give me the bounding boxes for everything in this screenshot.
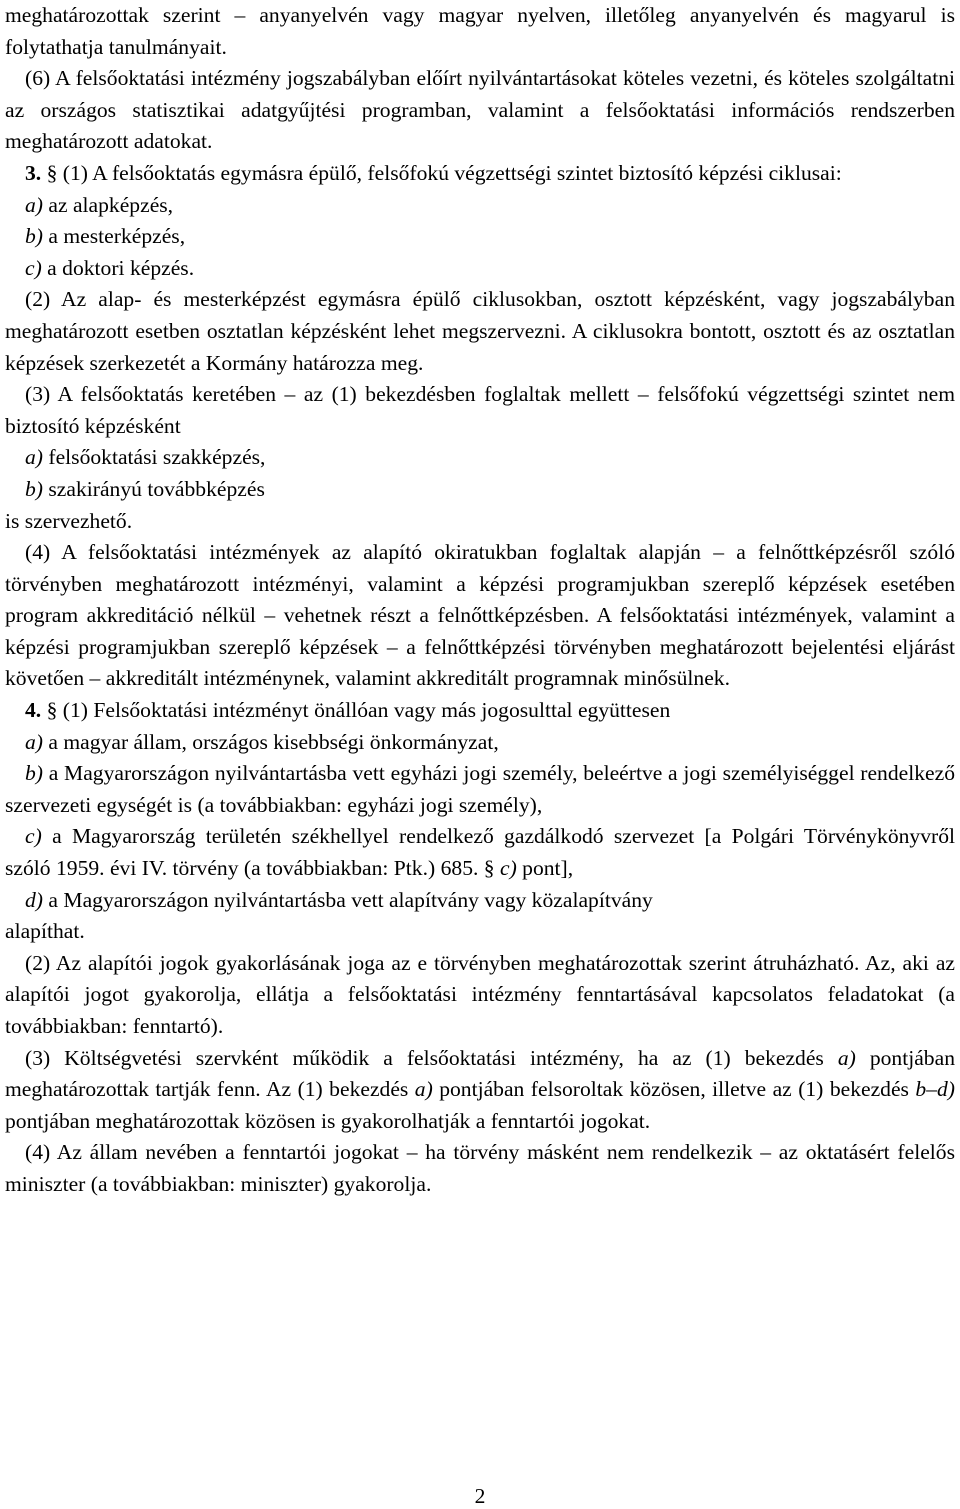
point-marker: a) bbox=[25, 445, 43, 470]
text-run: (4) A felsőoktatási intézmények az alapító okiratukban foglaltak alapján – a felnőttképzésről szóló törvényben meghatározott intézményi, valamint a képzési programjukban szereplő képzések esetében program akkreditáció nélkül – vehetnek részt a felnőttképzésben. A felsőoktatási intézmények, valamint a képzési programjukban szereplő képzések – a felnőttképzési törvényben meghatározott bejelentési eljárást követően – akkreditált intézménynek, valamint akkreditált programnak minősülnek. bbox=[5, 540, 955, 691]
paragraph bbox=[5, 190, 955, 222]
point-marker: c) bbox=[25, 255, 42, 280]
paragraph bbox=[5, 442, 955, 474]
text-run: pont], bbox=[516, 856, 574, 881]
point-marker: b–d) bbox=[915, 1077, 955, 1102]
paragraph bbox=[5, 537, 955, 695]
paragraph bbox=[5, 0, 955, 63]
paragraph bbox=[5, 916, 955, 948]
text-run: alapíthat. bbox=[5, 919, 85, 944]
point-marker: a) bbox=[25, 729, 43, 754]
paragraph bbox=[5, 284, 955, 379]
text-run: a magyar állam, országos kisebbségi önkormányzat, bbox=[43, 729, 499, 754]
text-run: szakirányú továbbképzés bbox=[43, 476, 265, 501]
paragraph bbox=[5, 158, 955, 190]
point-marker: b) bbox=[25, 224, 43, 249]
point-marker: d) bbox=[25, 887, 43, 912]
text-run: felsőoktatási szakképzés, bbox=[43, 445, 266, 470]
text-run: pontjában meghatározottak tartják fenn. Az (1) bekezdés bbox=[5, 1045, 955, 1102]
text-run: a Magyarország területén székhellyel rendelkező gazdálkodó szervezet [a Polgári Törvénykönyvről szóló 1959. évi IV. törvény (a továbbiakban: Ptk.) 685. § bbox=[5, 824, 955, 881]
text-run: (2) Az alapítói jogok gyakorlásának joga az e törvényben meghatározottak szerint átruházható. Az, aki az alapítói jogot gyakorolja, ellátja a felsőoktatási intézmény fenntartásával kapcsolatos feladatokat (a továbbiakban: fenntartó). bbox=[5, 950, 955, 1038]
paragraph bbox=[5, 63, 955, 158]
text-run: a mesterképzés, bbox=[43, 224, 186, 249]
section-number: 4. bbox=[25, 698, 42, 723]
section-number: 3. bbox=[25, 160, 42, 185]
page-number: 2 bbox=[474, 1484, 486, 1508]
text-run: meghatározottak szerint – anyanyelvén vagy magyar nyelven, illetőleg anyanyelvén és magyarul is folytathatja tanulmányait. bbox=[5, 3, 955, 59]
point-marker: c) bbox=[499, 856, 517, 881]
text-run: (4) Az állam nevében a fenntartói jogokat – ha törvény másként nem rendelkezik – az oktatásért felelős miniszter (a továbbiakban: miniszter) gyakorolja. bbox=[5, 1140, 955, 1196]
document-body bbox=[5, 0, 955, 1201]
text-run: § (1) A felsőoktatás egymásra épülő, felsőfokú végzettségi szintet biztosító képzési ciklusai: bbox=[41, 160, 842, 185]
text-run: az alapképzés, bbox=[43, 192, 174, 217]
text-run: pontjában meghatározottak közösen is gyakorolhatják a fenntartói jogokat. bbox=[5, 1108, 651, 1133]
point-marker: a) bbox=[25, 192, 43, 217]
paragraph bbox=[5, 253, 955, 285]
paragraph bbox=[5, 474, 955, 506]
paragraph bbox=[5, 379, 955, 442]
text-run: a Magyarországon nyilvántartásba vett alapítvány vagy közalapítvány bbox=[43, 887, 653, 912]
text-run: a doktori képzés. bbox=[41, 255, 195, 280]
point-marker: a) bbox=[414, 1077, 433, 1102]
text-run: (3) A felsőoktatás keretében – az (1) bekezdésben foglaltak mellett – felsőfokú végzettségi szintet nem biztosító képzésként bbox=[5, 382, 955, 438]
paragraph bbox=[5, 1043, 955, 1138]
paragraph bbox=[5, 948, 955, 1043]
text-run: pontjában felsoroltak közösen, illetve az (1) bekezdés bbox=[432, 1077, 916, 1102]
paragraph bbox=[5, 506, 955, 538]
text-run: a Magyarországon nyilvántartásba vett egyházi jogi személy, beleértve a jogi személyiséggel rendelkező szervezeti egységét is (a továbbiakban: egyházi jogi személy), bbox=[5, 761, 955, 817]
text-run: § (1) Felsőoktatási intézményt önállóan vagy más jogosulttal együttesen bbox=[41, 698, 671, 723]
text-run: (6) A felsőoktatási intézmény jogszabályban előírt nyilvántartásokat köteles vezetni, és köteles szolgáltatni az országos statisztikai adatgyűjtési programban, valamint a felsőoktatási információs rendszerben meghatározott adatokat. bbox=[5, 66, 955, 154]
point-marker: a) bbox=[837, 1045, 856, 1070]
text-run: (3) Költségvetési szervként működik a felsőoktatási intézmény, ha az (1) bekezdés bbox=[25, 1045, 838, 1070]
point-marker: c) bbox=[25, 824, 42, 849]
paragraph bbox=[5, 758, 955, 821]
paragraph bbox=[5, 695, 955, 727]
point-marker: b) bbox=[25, 761, 43, 786]
paragraph bbox=[5, 1137, 955, 1200]
text-run: (2) Az alap- és mesterképzést egymásra épülő ciklusokban, osztott képzésként, vagy jogszabályban meghatározott esetben osztatlan képzésként lehet megszervezni. A ciklusokra bontott, osztott és az osztatlan képzések szerkezetét a Kormány határozza meg. bbox=[5, 287, 955, 375]
point-marker: b) bbox=[25, 476, 43, 501]
paragraph bbox=[5, 885, 955, 917]
paragraph bbox=[5, 821, 955, 884]
paragraph bbox=[5, 727, 955, 759]
text-run: is szervezhető. bbox=[5, 508, 133, 533]
paragraph bbox=[5, 221, 955, 253]
